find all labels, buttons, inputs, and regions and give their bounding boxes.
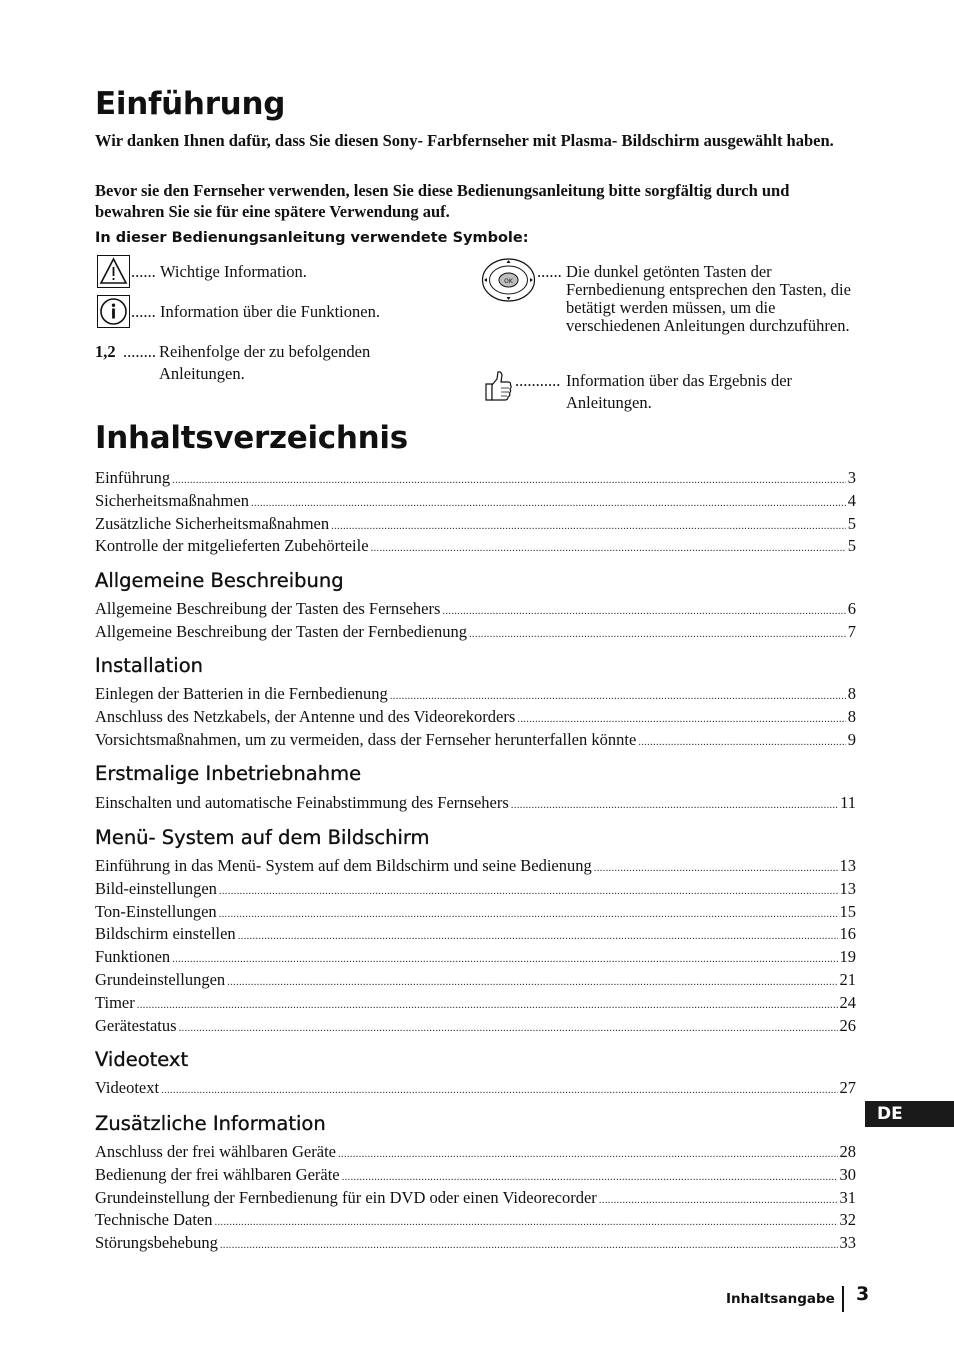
toc-entry-page: 13: [839, 878, 856, 898]
toc-entry-page: 8: [847, 684, 856, 703]
toc-leader-dots: [390, 683, 846, 708]
remote-dpad-icon: [481, 257, 536, 308]
toc-entry[interactable]: [95, 729, 856, 752]
toc-entry[interactable]: [95, 1077, 856, 1100]
toc-entry[interactable]: [95, 1187, 856, 1210]
toc-entry[interactable]: [95, 946, 856, 969]
toc-section-heading: Zusätzliche Information: [95, 1112, 326, 1135]
toc-entry-title: Störungsbehebung: [95, 1233, 218, 1253]
toc-entry-title: Vorsichtsmaßnahmen, um zu vermeiden, dass der Fernseher herunterfallen könnte: [95, 729, 637, 749]
toc-leader-dots: [219, 878, 838, 903]
toc-entry-page: 19: [839, 947, 856, 967]
toc-leader-dots: [219, 901, 838, 926]
toc-section-description: [95, 598, 856, 644]
toc-leader-dots: [220, 1232, 838, 1257]
intro-title: Einführung: [95, 86, 286, 122]
symbol-label: 1,2: [95, 342, 116, 361]
toc-entry-page: 21: [839, 969, 856, 989]
toc-leader-dots: [251, 490, 846, 515]
toc-entry-title: Allgemeine Beschreibung der Tasten des Fernsehers: [95, 599, 441, 618]
toc-entry[interactable]: [95, 855, 856, 878]
warning-triangle-icon: [97, 255, 130, 293]
toc-entry-page: 13: [839, 856, 856, 875]
toc-entry[interactable]: [95, 901, 856, 924]
toc-entry[interactable]: [95, 490, 856, 513]
toc-entry-title: Funktionen: [95, 947, 171, 967]
toc-entry-page: 33: [839, 1233, 856, 1253]
toc-entry-title: Grundeinstellungen: [95, 969, 226, 989]
thumbs-up-icon: [483, 369, 513, 408]
toc-leader-dots: [442, 598, 845, 623]
toc-entry[interactable]: [95, 467, 856, 490]
toc-section-heading: Installation: [95, 654, 204, 677]
toc-entry-page: 11: [840, 793, 856, 812]
toc-leader-dots: [469, 621, 846, 646]
toc-entry-page: 6: [847, 599, 856, 618]
toc-section-heading: Erstmalige Inbetriebnahme: [95, 762, 362, 785]
symbol-leader: ......: [131, 262, 156, 281]
toc-leader-dots: [215, 1209, 838, 1234]
toc-entry[interactable]: [95, 513, 856, 536]
svg-text:OK: OK: [504, 278, 513, 285]
toc-entry[interactable]: [95, 598, 856, 621]
toc-entry-page: 8: [847, 706, 856, 726]
toc-entry-page: 5: [847, 536, 856, 556]
toc-entry-title: Einführung: [95, 468, 171, 487]
toc-entry-title: Anschluss der frei wählbaren Geräte: [95, 1142, 336, 1161]
toc-entry-page: 30: [839, 1164, 856, 1184]
intro-paragraph-1: Wir danken Ihnen dafür, dass Sie diesen Sony- Farbfernseher mit Plasma- Bildschirm ausgewählt haben.: [95, 131, 834, 150]
toc-entry-title: Allgemeine Beschreibung der Tasten der Fernbedienung: [95, 621, 467, 641]
symbol-leader: ........: [123, 342, 156, 361]
toc-entry[interactable]: [95, 1015, 856, 1038]
symbol-text: Reihenfolge der zu befolgenden Anleitungen.: [159, 342, 371, 383]
page-number: 3: [856, 1283, 870, 1305]
toc-entry[interactable]: [95, 923, 856, 946]
footer-label: Inhaltsangabe: [726, 1291, 835, 1307]
toc-entry-title: Kontrolle der mitgelieferten Zubehörteile: [95, 536, 369, 556]
toc-section-videotext: [95, 1077, 856, 1100]
toc-entry-title: Grundeinstellung der Fernbedienung für ein DVD oder einen Videorecorder: [95, 1187, 597, 1207]
toc-entry-page: 7: [847, 621, 856, 641]
toc-leader-dots: [594, 855, 838, 880]
toc-section-heading: Videotext: [95, 1048, 189, 1071]
toc-leader-dots: [371, 535, 846, 560]
toc-leader-dots: [638, 729, 845, 754]
toc-leader-dots: [172, 467, 846, 492]
toc-leader-dots: [227, 969, 837, 994]
symbol-text: Wichtige Information.: [160, 262, 307, 281]
toc-entry[interactable]: [95, 683, 856, 706]
toc-entry[interactable]: [95, 1209, 856, 1232]
toc-leader-dots: [172, 946, 837, 971]
intro-paragraph-2: Bevor sie den Fernseher verwenden, lesen Sie diese Bedienungsanleitung bitte sorgfältig durch und bewahren Sie sie für eine spätere Verwendung auf.: [95, 181, 790, 221]
toc-entry-title: Bild-einstellungen: [95, 878, 217, 898]
toc-entry-title: Bedienung der frei wählbaren Geräte: [95, 1164, 340, 1184]
toc-entry-title: Zusätzliche Sicherheitsmaßnahmen: [95, 513, 330, 533]
toc-entry-title: Einführung in das Menü- System auf dem Bildschirm und seine Bedienung: [95, 856, 592, 875]
toc-entry[interactable]: [95, 1232, 856, 1255]
toc-leader-dots: [238, 923, 838, 948]
toc-leader-dots: [599, 1187, 838, 1212]
toc-entry-page: 27: [839, 1078, 856, 1097]
toc-entry-title: Ton-Einstellungen: [95, 901, 217, 921]
toc-entry-page: 31: [839, 1187, 856, 1207]
toc-section-general: [95, 467, 856, 558]
toc-entry-page: 5: [847, 513, 856, 533]
toc-leader-dots: [179, 1015, 838, 1040]
toc-entry-title: Technische Daten: [95, 1210, 213, 1230]
toc-entry-page: 3: [847, 468, 856, 487]
toc-entry-page: 28: [839, 1142, 856, 1161]
toc-leader-dots: [137, 992, 838, 1017]
toc-leader-dots: [161, 1077, 837, 1102]
symbol-text: Information über das Ergebnis der Anleitungen.: [566, 371, 793, 412]
toc-entry[interactable]: [95, 969, 856, 992]
toc-entry-title: Videotext: [95, 1078, 160, 1097]
toc-entry-page: 24: [839, 992, 856, 1012]
toc-entry-title: Einschalten und automatische Feinabstimmung des Fernsehers: [95, 793, 509, 812]
toc-entry-page: 9: [847, 729, 856, 749]
toc-entry[interactable]: [95, 621, 856, 644]
toc-entry-title: Gerätestatus: [95, 1015, 177, 1035]
symbols-heading: In dieser Bedienungsanleitung verwendete Symbole:: [95, 230, 529, 246]
toc-section-menu-system: [95, 855, 856, 1037]
toc-leader-dots: [338, 1141, 838, 1166]
toc-entry[interactable]: [95, 792, 856, 815]
symbol-text: Die dunkel getönten Tasten der Fernbedienung entsprechen den Tasten, die betätigt werden müssen, um die verschiedenen Anleitungen durchzuführen.: [566, 262, 851, 335]
info-icon: [97, 295, 130, 333]
toc-leader-dots: [342, 1164, 838, 1189]
toc-entry[interactable]: [95, 878, 856, 901]
toc-entry-page: 26: [839, 1015, 856, 1035]
toc-entry-title: Timer: [95, 992, 135, 1012]
toc-section-installation: [95, 683, 856, 751]
toc-section-additional: [95, 1141, 856, 1255]
footer-divider: [842, 1286, 844, 1312]
toc-entry-title: Einlegen der Batterien in die Fernbedienung: [95, 684, 388, 703]
toc-section-heading: Menü- System auf dem Bildschirm: [95, 826, 430, 849]
toc-title: Inhaltsverzeichnis: [95, 420, 408, 456]
toc-entry-page: 32: [839, 1210, 856, 1230]
toc-entry-title: Sicherheitsmaßnahmen: [95, 490, 249, 510]
toc-entry[interactable]: [95, 992, 856, 1015]
toc-entry-title: Bildschirm einstellen: [95, 924, 236, 944]
symbol-leader: ...........: [515, 371, 561, 390]
toc-section-first-use: [95, 792, 856, 815]
symbol-leader: ......: [537, 262, 562, 281]
toc-entry-title: Anschluss des Netzkabels, der Antenne und des Videorekorders: [95, 706, 516, 726]
toc-leader-dots: [511, 792, 838, 817]
toc-entry-page: 4: [847, 490, 856, 510]
toc-entry-page: 15: [839, 901, 856, 921]
toc-leader-dots: [331, 513, 846, 538]
toc-entry[interactable]: [95, 1141, 856, 1164]
toc-entry[interactable]: [95, 706, 856, 729]
toc-section-heading: Allgemeine Beschreibung: [95, 569, 344, 592]
symbol-text: Information über die Funktionen.: [160, 302, 380, 321]
toc-entry[interactable]: [95, 1164, 856, 1187]
symbol-leader: ......: [131, 302, 156, 321]
toc-entry[interactable]: [95, 535, 856, 558]
language-tab: DE: [865, 1101, 954, 1127]
toc-leader-dots: [517, 706, 845, 731]
toc-entry-page: 16: [839, 924, 856, 944]
